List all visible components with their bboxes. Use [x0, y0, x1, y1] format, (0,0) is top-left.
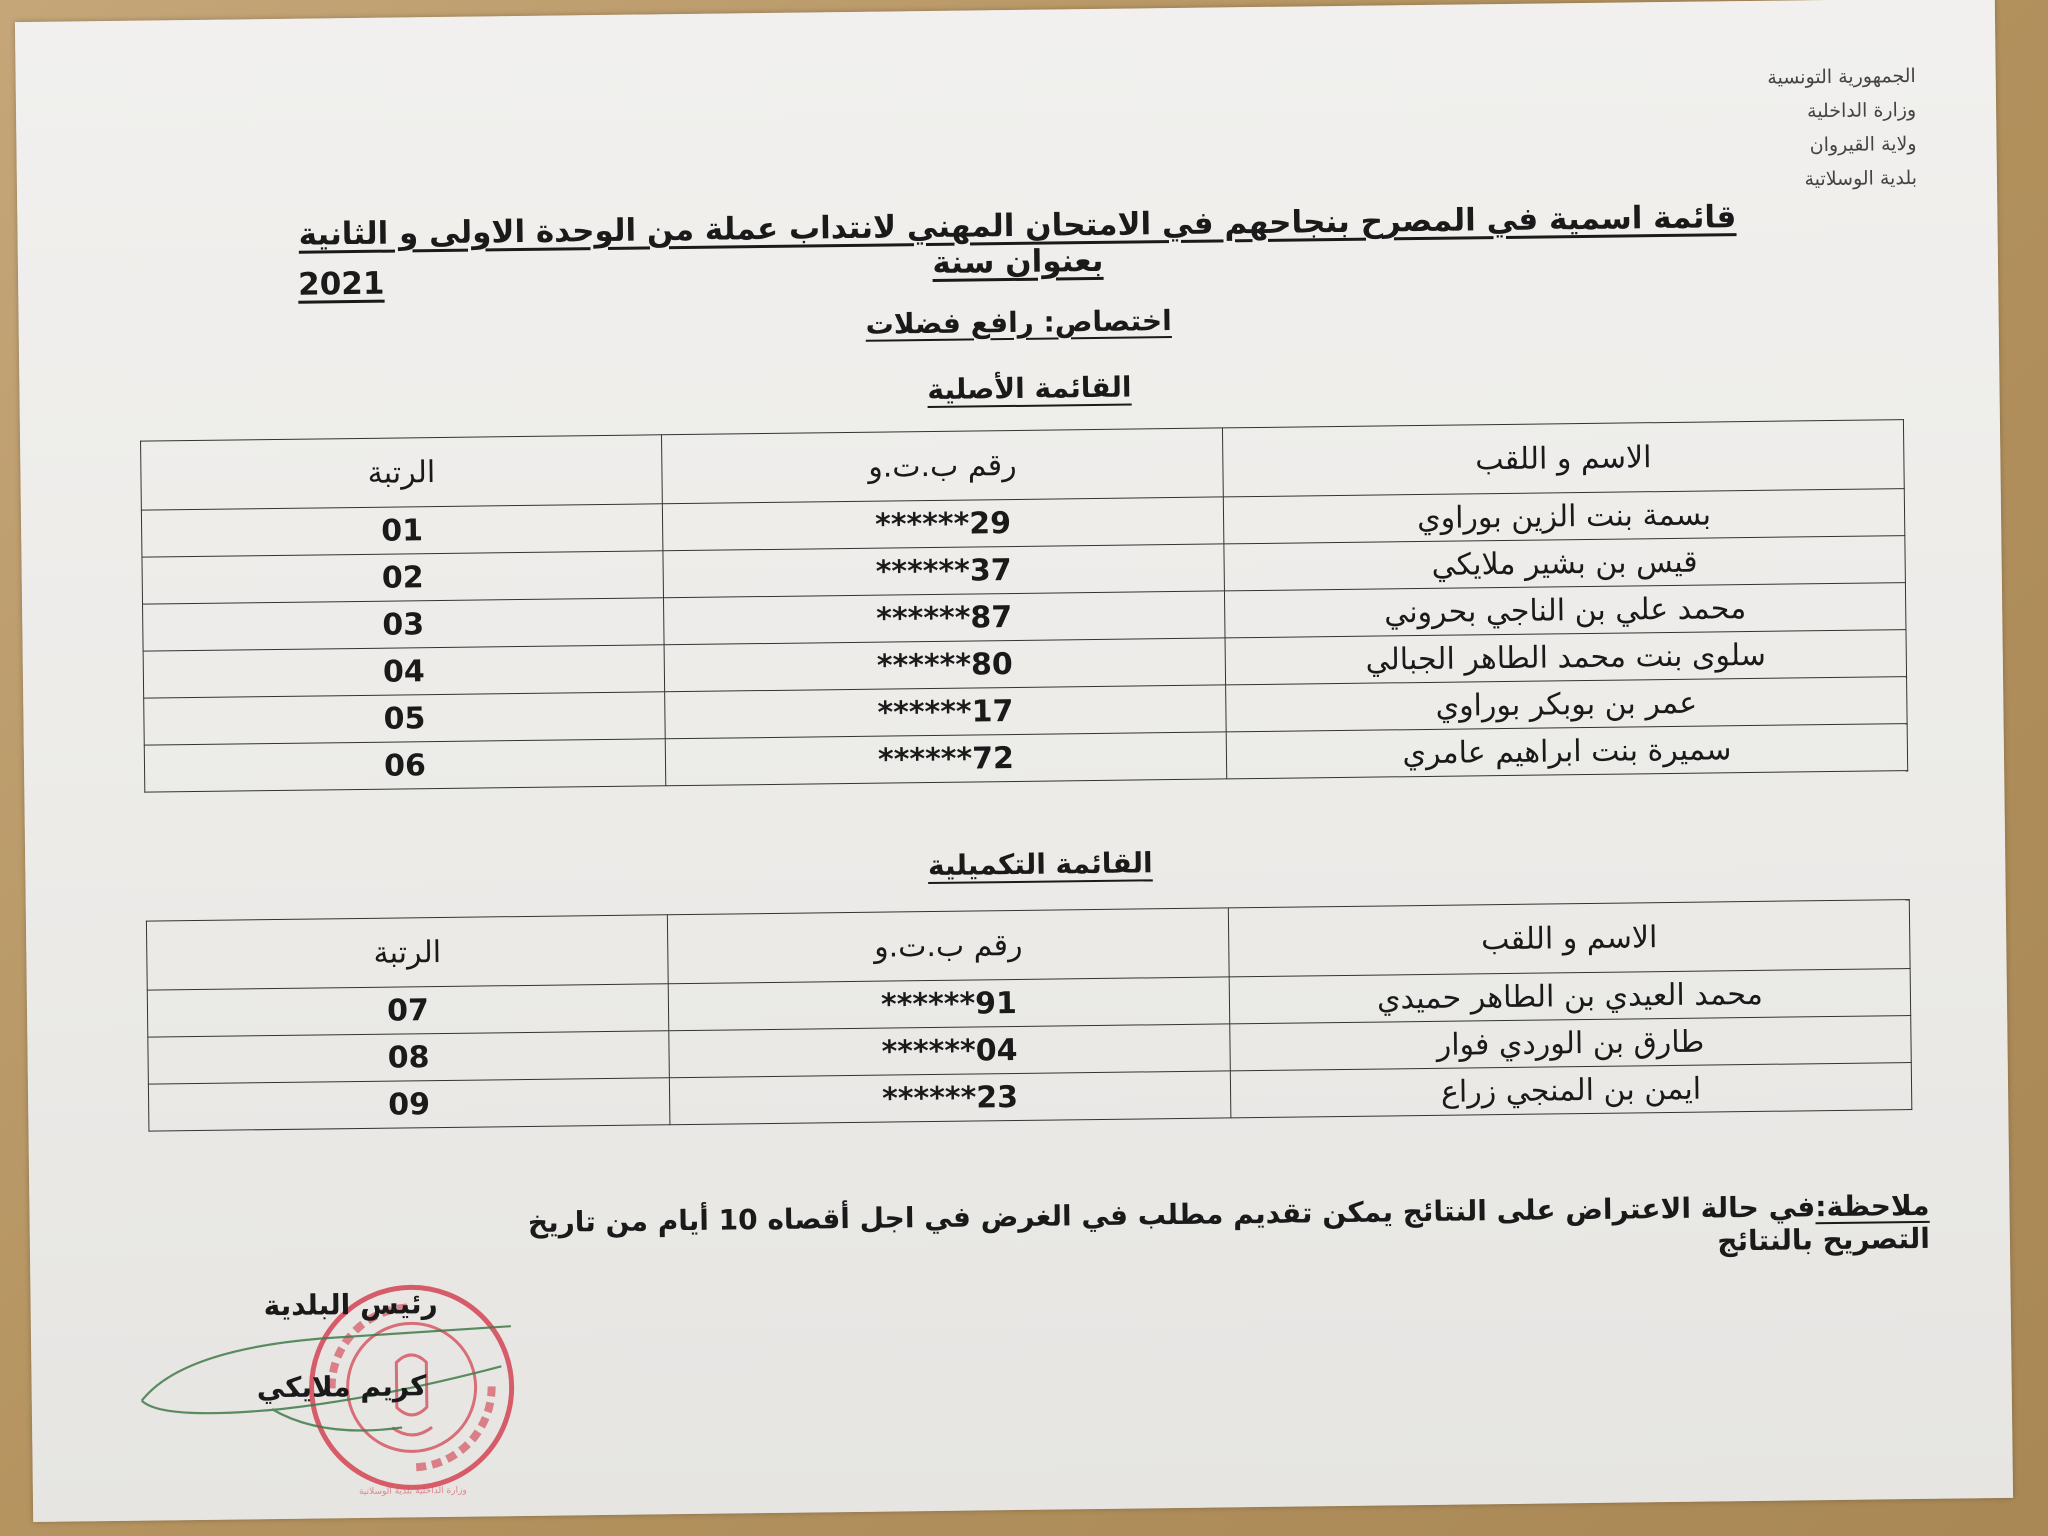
cell-cin: ******17 [665, 685, 1227, 739]
cell-rank: 08 [148, 1031, 670, 1084]
cell-name: ايمن بن المنجي زراع [1230, 1063, 1912, 1118]
cell-cin: ******37 [663, 544, 1225, 598]
cell-name: طارق بن الوردي فوار [1230, 1016, 1912, 1071]
column-header-cin: رقم ب.ت.و [667, 908, 1229, 984]
cell-name: سلوى بنت محمد الطاهر الجبالي [1225, 630, 1907, 685]
document-page [15, 0, 2013, 1522]
cell-cin: ******87 [663, 591, 1225, 645]
note-label: ملاحظة: [1815, 1188, 1930, 1224]
stamp-lettering: وزارة الداخلية بلدية الوسلاتية [358, 1485, 467, 1498]
cell-rank: 05 [144, 692, 666, 745]
cell-name: محمد علي بن الناجي بحروني [1224, 583, 1906, 638]
document-title-year: 2021 [297, 265, 385, 303]
cell-name: بسمة بنت الزين بوراوي [1223, 489, 1905, 544]
mayor-name: كريم ملايكي [256, 1369, 427, 1405]
cell-cin: ******23 [669, 1071, 1231, 1125]
document-title-line1: قائمة اسمية في المصرح بنجاحهم في الامتحان المهني لانتداب عملة من الوحدة الاولى و الثانية بعنوان سنة [298, 199, 1737, 281]
letterhead-municipality: بلدية الوسلاتية [1804, 166, 1918, 191]
supplementary-list-table [146, 899, 1912, 1132]
cell-rank: 07 [147, 984, 669, 1037]
cell-name: قيس بن بشير ملايكي [1224, 536, 1906, 591]
cell-rank: 03 [143, 598, 665, 651]
column-header-rank: الرتبة [146, 915, 668, 990]
column-header-name: الاسم و اللقب [1222, 420, 1904, 497]
letterhead-ministry: وزارة الداخلية [1806, 98, 1917, 123]
objection-note [429, 1189, 1930, 1273]
cell-rank: 01 [141, 504, 663, 557]
cell-name: محمد العيدي بن الطاهر حميدي [1229, 969, 1911, 1024]
cell-name: سميرة بنت ابراهيم عامري [1226, 724, 1908, 779]
cell-rank: 06 [144, 739, 666, 792]
cell-rank: 09 [148, 1078, 670, 1131]
primary-list-heading: القائمة الأصلية [927, 370, 1132, 407]
cell-name: عمر بن بوبكر بوراوي [1226, 677, 1908, 732]
cell-cin: ******29 [662, 497, 1224, 551]
cell-rank: 04 [143, 645, 665, 698]
document-title-specialty: اختصاص: رافع فضلات [865, 304, 1172, 341]
cell-cin: ******04 [669, 1024, 1231, 1078]
cell-cin: ******80 [664, 638, 1226, 692]
column-header-rank: الرتبة [141, 435, 663, 510]
cell-cin: ******91 [668, 977, 1230, 1031]
cell-rank: 02 [142, 551, 664, 604]
letterhead [1656, 59, 1918, 198]
mayor-title: رئيس البلدية [263, 1287, 438, 1323]
primary-list-table [140, 419, 1908, 793]
note-text: في حالة الاعتراض على النتائج يمكن تقديم مطلب في الغرض في اجل أقصاه 10 أيام من تاريخ التصريح بالنتائج [527, 1190, 1931, 1258]
cell-cin: ******72 [665, 732, 1227, 786]
letterhead-governorate: ولاية القيروان [1809, 132, 1917, 157]
supplementary-list-heading: القائمة التكميلية [927, 846, 1153, 883]
column-header-cin: رقم ب.ت.و [662, 428, 1224, 504]
letterhead-country: الجمهورية التونسية [1767, 64, 1916, 89]
column-header-name: الاسم و اللقب [1228, 900, 1910, 977]
